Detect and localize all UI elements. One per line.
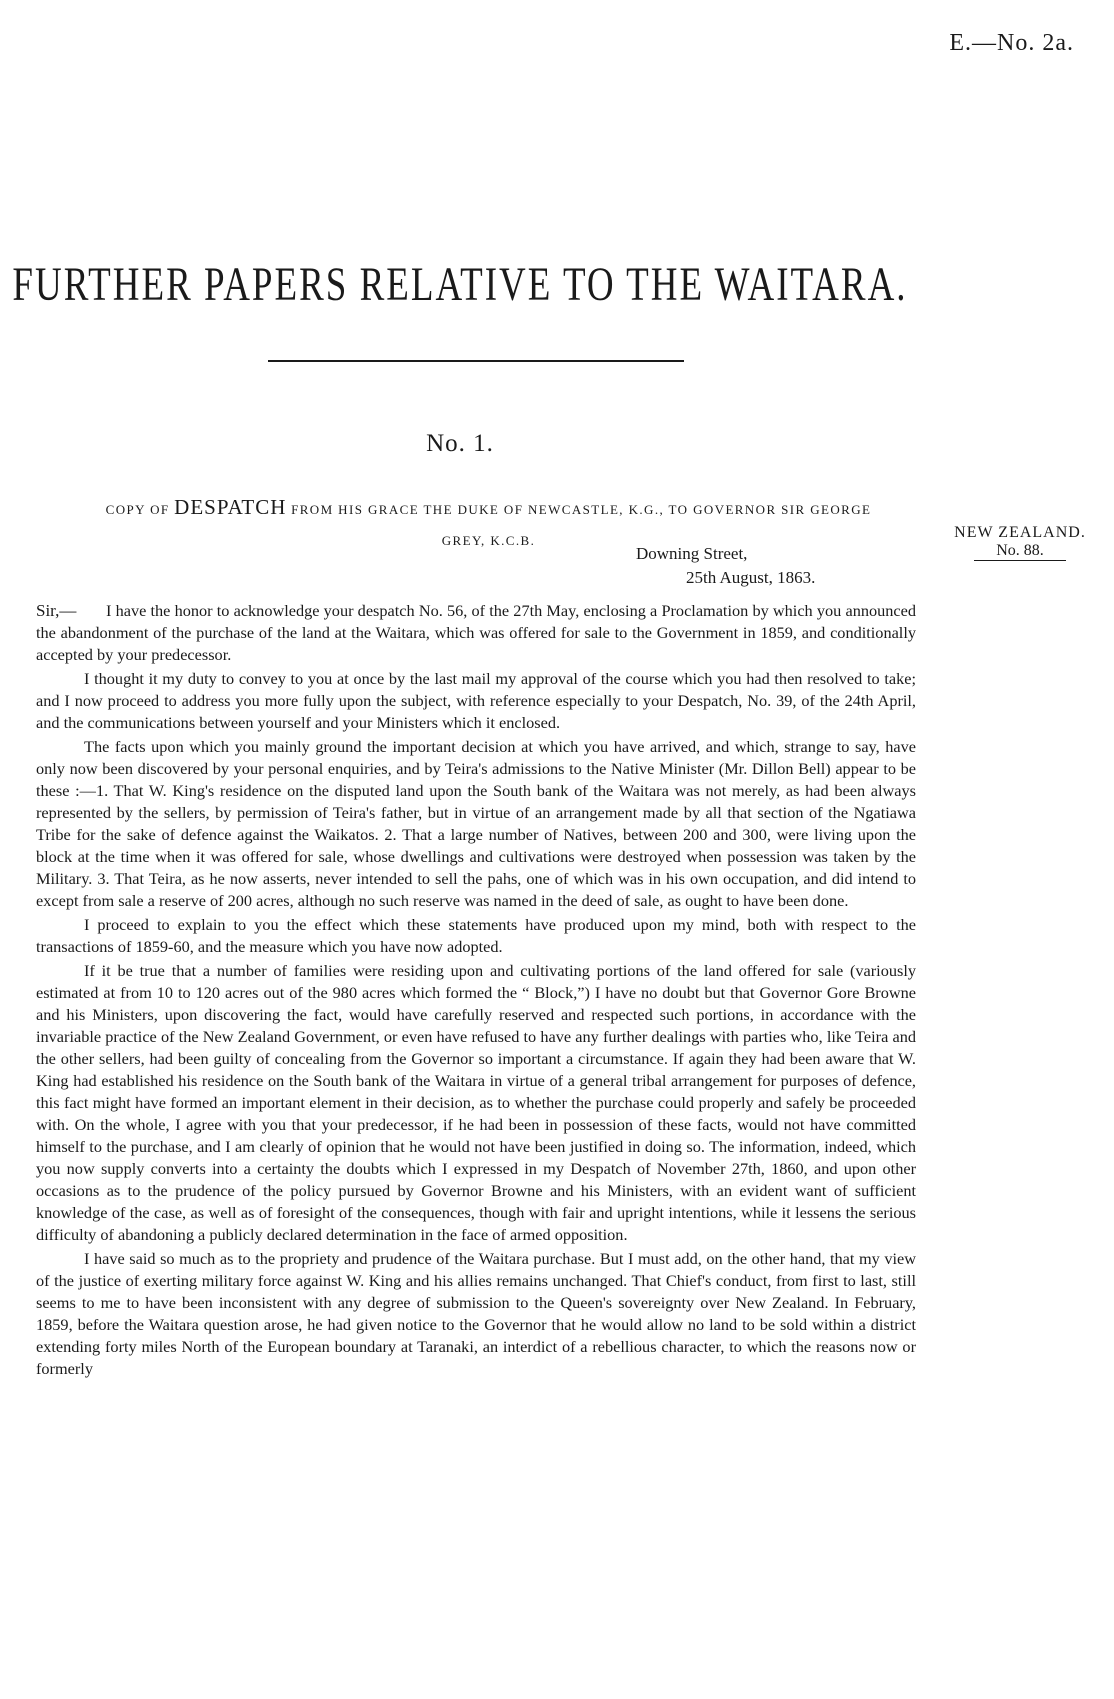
heading-prefix: COPY OF xyxy=(105,502,170,517)
paragraph: I thought it my duty to convey to you at once by the last mail my approval of the course which you had then resolved to take; and I now proceed to address you more fully upon the subject, with reference especially to your Despatch, No. 39, of the 24th April, and the communications between yourself and your Ministers which it enclosed. xyxy=(36,669,916,732)
paragraph: I proceed to explain to you the effect which these statements have produced upon my mind, both with respect to the transactions of 1859-60, and the measure which you have now adopted. xyxy=(36,915,916,956)
salutation: Sir,— xyxy=(36,601,77,620)
paragraph: I have said so much as to the propriety and prudence of the Waitara purchase. But I must add, on the other hand, that my view of the justice of exerting military force against W. King and his allies remains unchanged. That Chief's conduct, from first to last, still seems to me to have been inconsistent with any degree of submission to the Queen's sovereignty over New Zealand. In February, 1859, before the Waitara question arose, he had given notice to the Governor that he would allow no land to be sold within a district extending forty miles North of the European boundary at Taranaki, an interdict of a rebellious character, to which the reasons now or formerly xyxy=(36,1249,916,1378)
title-rule xyxy=(268,360,684,362)
margin-note xyxy=(940,524,1100,561)
dateline xyxy=(600,542,900,590)
paragraph: The facts upon which you mainly ground the important decision at which you have arrived, and which, strange to say, have only now been discovered by your personal enquiries, and by Teira's admissions to the Native Minister (Mr. Dillon Bell) appear to be these :—1. That W. King's residence on the disputed land upon the South bank of the Waitara was not merely, as had been always represented by the sellers, by permission of Teira's father, but in virtue of an arrangement made by all that section of the Ngatiawa Tribe for the sake of defence against the Waikatos. 2. That a large number of Natives, between 200 and 300, were living upon the block at the time when it was offered for sale, whose dwellings and cultivations were destroyed when possession was taken by the Military. 3. That Teira, as he now asserts, never intended to sell the pahs, one of which was in his own occupation, and did intend to except from sale a reserve of 200 acres, although no such reserve was named in the deed of sale, as ought to have been done. xyxy=(36,737,916,910)
heading-rest-line1: FROM HIS GRACE THE DUKE OF NEWCASTLE, K.G., TO GOVERNOR SIR GEORGE xyxy=(291,502,872,517)
dateline-place: Downing Street, xyxy=(636,544,748,563)
dateline-date: 25th August, 1863. xyxy=(686,568,816,587)
section-number: No. 1. xyxy=(426,430,494,457)
margin-note-place: NEW ZEALAND. xyxy=(954,524,1086,541)
despatch-heading-line1 xyxy=(36,492,941,525)
margin-note-number: No. 88. xyxy=(974,542,1066,561)
despatch-heading-line2: GREY, K.C.B. xyxy=(441,533,536,548)
paragraph: I have the honor to acknowledge your despatch No. 56, of the 27th May, enclosing a Proclamation by which you announced the abandonment of the purchase of the land at the Waitara, which was offered for sale to the Government in 1859, and conditionally accepted by your predecessor. xyxy=(36,601,916,664)
letter-body xyxy=(36,600,916,1380)
heading-despatch: DESPATCH xyxy=(174,495,287,519)
paper-code: E.—No. 2a. xyxy=(949,30,1074,56)
page-title: FURTHER PAPERS RELATIVE TO THE WAITARA. xyxy=(12,259,908,312)
paragraph: If it be true that a number of families were residing upon and cultivating portions of the land offered for sale (variously estimated at from 10 to 120 acres out of the 980 acres which formed the “ Block,”) I have no doubt but that Governor Gore Browne and his Ministers, upon discovering the fact, would have carefully reserved and respected such portions, in accordance with the invariable practice of the New Zealand Government, or even have refused to have any further dealings with parties who, like Teira and the other sellers, had been guilty of concealing from the Governor so important a circumstance. If again they had been aware that W. King had established his residence on the South bank of the Waitara in virtue of a general tribal arrangement for purposes of defence, this fact might have formed an important element in their decision, as to whether the purchase could properly and safely be proceeded with. On the whole, I agree with you that your predecessor, if he had been in possession of these facts, would not have committed himself to the purchase, and I am clearly of opinion that he would not have been justified in doing so. The information, indeed, which you now supply converts into a certainty the doubts which I expressed in my Despatch of November 27th, 1860, and upon other occasions as to the prudence of the policy pursued by Governor Browne and his Ministers, with an evident want of sufficient knowledge of the case, as well as of foresight of the consequences, though with fair and upright intentions, while it lessens the serious difficulty of abandoning a publicly declared determination in the face of armed opposition. xyxy=(36,961,916,1244)
